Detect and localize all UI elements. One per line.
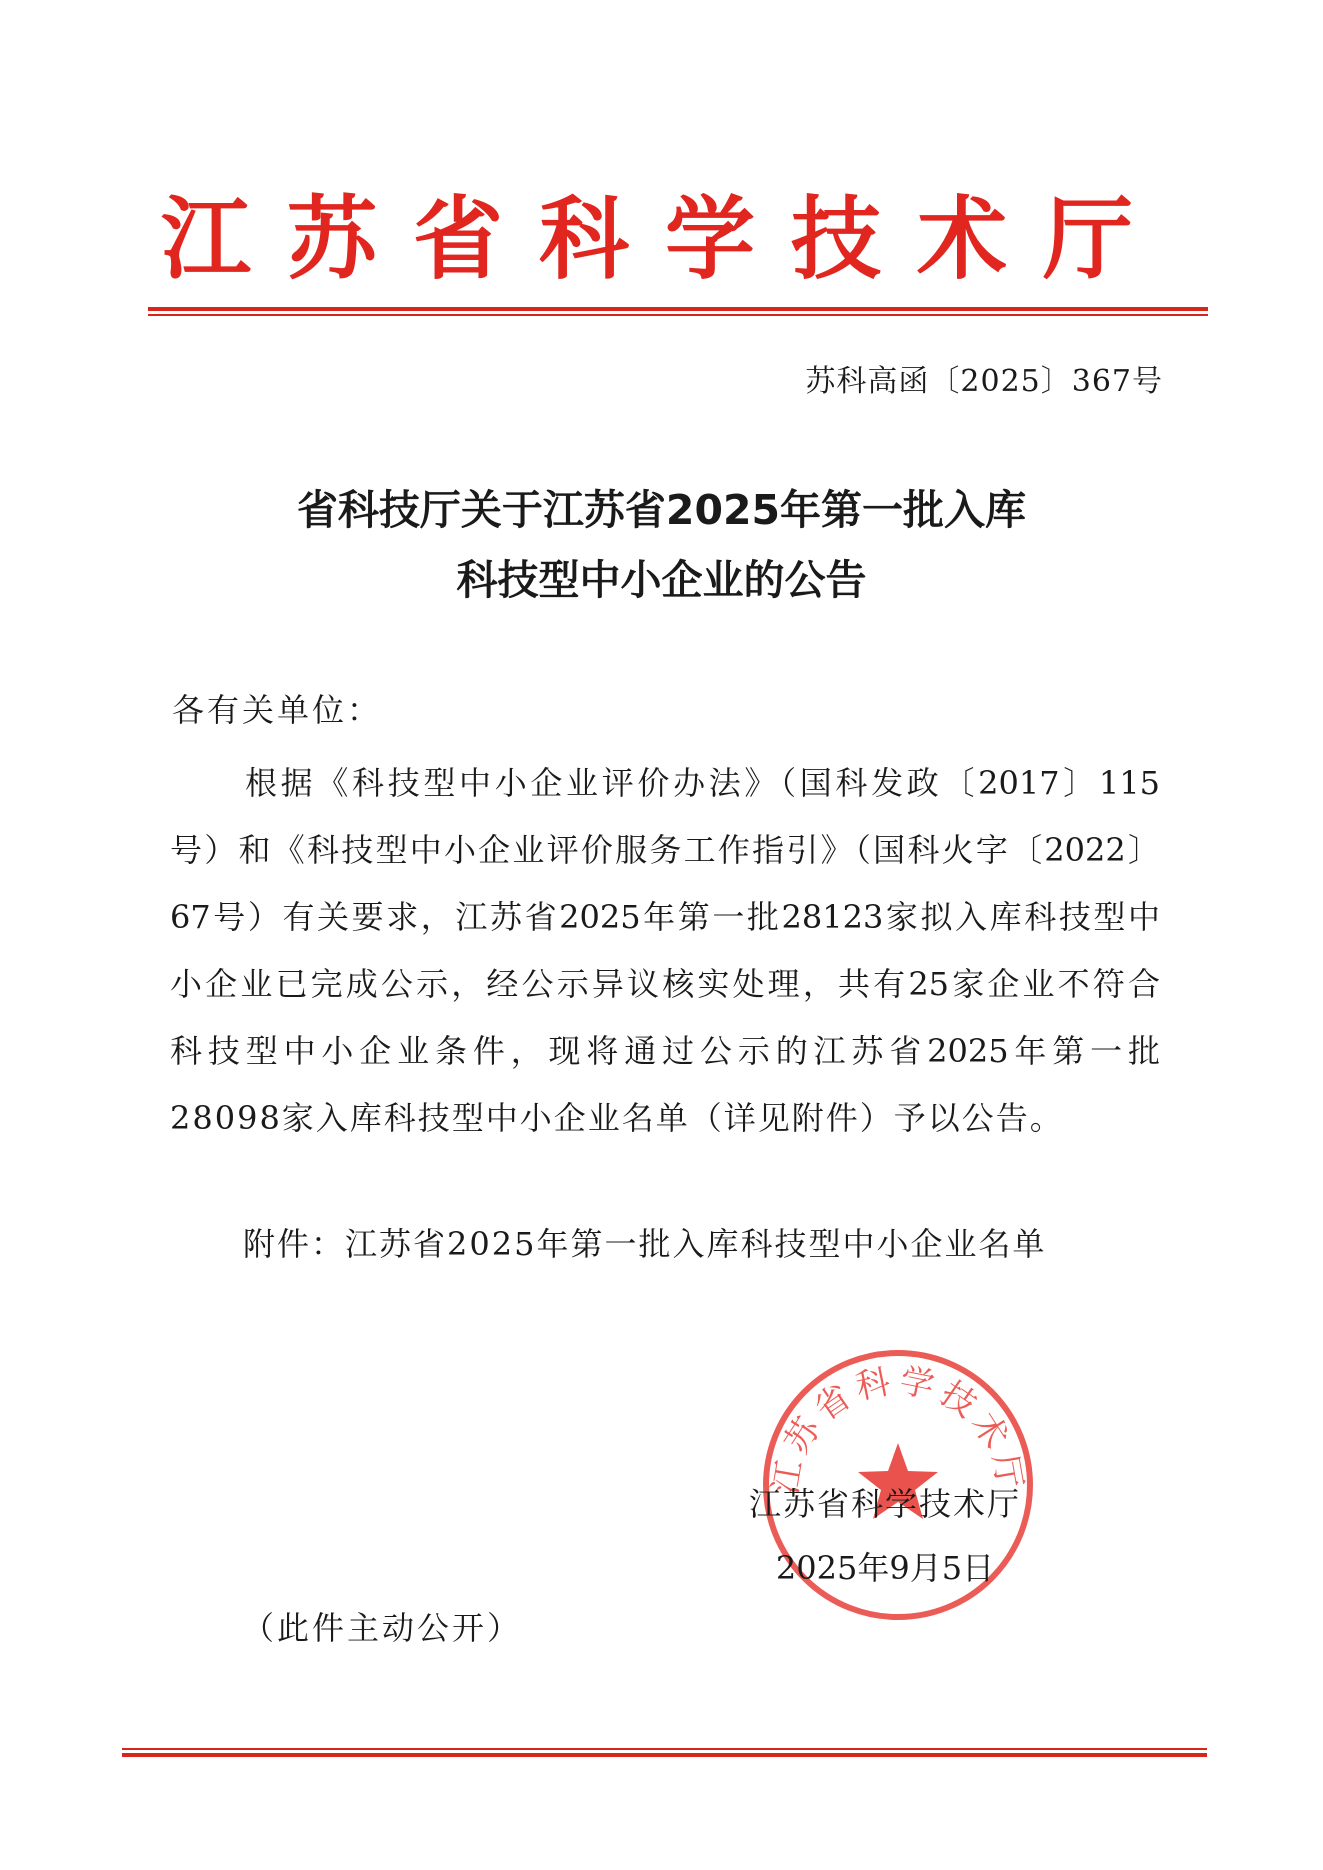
header-divider-thick bbox=[148, 307, 1208, 311]
document-title-line-2: 科技型中小企业的公告 bbox=[456, 556, 867, 604]
issuer-masthead: 江苏省科学技术厅 bbox=[161, 187, 1169, 292]
body-line: 号）和《科技型中小企业评价服务工作指引》（国科火字〔2022〕 bbox=[170, 831, 1160, 869]
signature-date: 2025年9月5日 bbox=[775, 1549, 995, 1587]
document-number: 苏科高函〔2025〕367号 bbox=[805, 364, 1163, 399]
document-title-line-1: 省科技厅关于江苏省2025年第一批入库 bbox=[296, 486, 1027, 534]
body-line: 小企业已完成公示，经公示异议核实处理，共有25家企业不符合 bbox=[170, 965, 1160, 1003]
signature-organization: 江苏省科学技术厅 bbox=[748, 1485, 1021, 1523]
body-line: 根据《科技型中小企业评价办法》（国科发政〔2017〕115 bbox=[245, 764, 1160, 802]
public-disclosure-note: （此件主动公开） bbox=[242, 1609, 523, 1647]
seal-arc-text: 江苏省科学技术厅 bbox=[765, 1360, 1031, 1498]
salutation: 各有关单位： bbox=[172, 691, 383, 729]
footer-divider-thick bbox=[122, 1753, 1207, 1757]
body-line: 28098家入库科技型中小企业名单（详见附件）予以公告。 bbox=[170, 1099, 1064, 1137]
attachment-line: 附件：江苏省2025年第一批入库科技型中小企业名单 bbox=[243, 1225, 1047, 1263]
body-line: 67号）有关要求，江苏省2025年第一批28123家拟入库科技型中 bbox=[170, 898, 1160, 936]
footer-divider-thin bbox=[122, 1748, 1207, 1750]
header-divider-thin bbox=[148, 314, 1208, 316]
body-line: 科技型中小企业条件，现将通过公示的江苏省2025年第一批 bbox=[170, 1032, 1160, 1070]
